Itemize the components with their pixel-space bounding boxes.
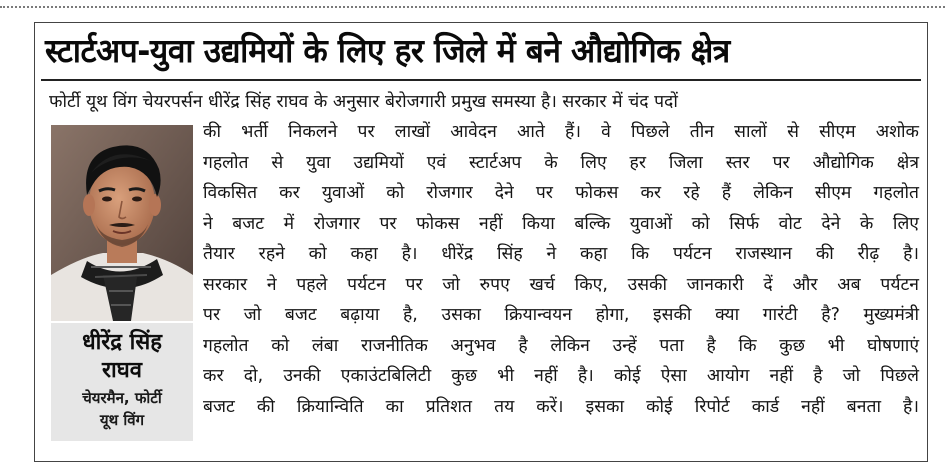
headline-divider — [41, 79, 921, 81]
caption-role-line-1: चेयरमैन, फोर्टी — [82, 389, 162, 407]
caption-name-line-1: धीरेंद्र सिंह — [82, 330, 162, 355]
body-line: पर जो बजट बढ़ाया है, उसका क्रियान्वयन होगा, इसकी क्या गारंटी है? मुख्यमंत्री — [203, 305, 919, 325]
caption-name-line-2: राघव — [102, 358, 142, 383]
caption-role — [51, 387, 193, 431]
body-line: बजट की क्रियान्विति का प्रतिशत तय करें। इसका कोई रिपोर्ट कार्ड नहीं बनता है। — [203, 396, 919, 417]
body-line: विकसित कर युवाओं को रोजगार देने पर फोकस कर रहे हैं लेकिन सीएम गहलोत — [203, 183, 919, 203]
portrait-illustration — [51, 125, 193, 321]
body-line: गहलोत से युवा उद्यमियों एवं स्टार्टअप के लिए हर जिला स्तर पर औद्योगिक क्षेत्र — [203, 152, 919, 173]
top-dotted-rule — [0, 6, 945, 8]
body-line: सरकार ने पहले पर्यटन पर जो रुपए खर्च किए, उसकी जानकारी दें और अब पर्यटन — [203, 274, 919, 295]
article-lead-line: फोर्टी यूथ विंग चेयरपर्सन धीरेंद्र सिंह राघव के अनुसार बेरोजगारी प्रमुख समस्या है। सरकार में चंद पदों — [49, 92, 678, 112]
photo-caption — [51, 323, 193, 441]
headline: स्टार्टअप-युवा उद्यमियों के लिए हर जिले में बने औद्योगिक क्षेत्र — [45, 31, 730, 70]
portrait-photo — [51, 125, 193, 321]
body-line: गहलोत को लंबा राजनीतिक अनुभव है लेकिन उन्हें पता है कि कुछ भी घोषणाएं — [203, 335, 919, 356]
body-line: तैयार रहने को कहा है। धीरेंद्र सिंह ने कहा कि पर्यटन राजस्थान की रीढ़ है। — [203, 244, 919, 264]
body-line: की भर्ती निकलने पर लाखों आवेदन आते हैं। वे पिछले तीन सालों से सीएम अशोक — [203, 122, 919, 142]
article-body — [203, 117, 919, 422]
news-article — [34, 22, 928, 462]
caption-name — [51, 329, 193, 385]
body-line: ने बजट में रोजगार पर फोकस नहीं किया बल्कि युवाओं को सिर्फ वोट देने के लिए — [203, 213, 919, 234]
body-line: कर दो, उनकी एकाउंटबिलिटी कुछ भी नहीं है। कोई ऐसा आयोग नहीं है जो पिछले — [203, 366, 919, 386]
caption-role-line-2: यूथ विंग — [99, 411, 145, 429]
